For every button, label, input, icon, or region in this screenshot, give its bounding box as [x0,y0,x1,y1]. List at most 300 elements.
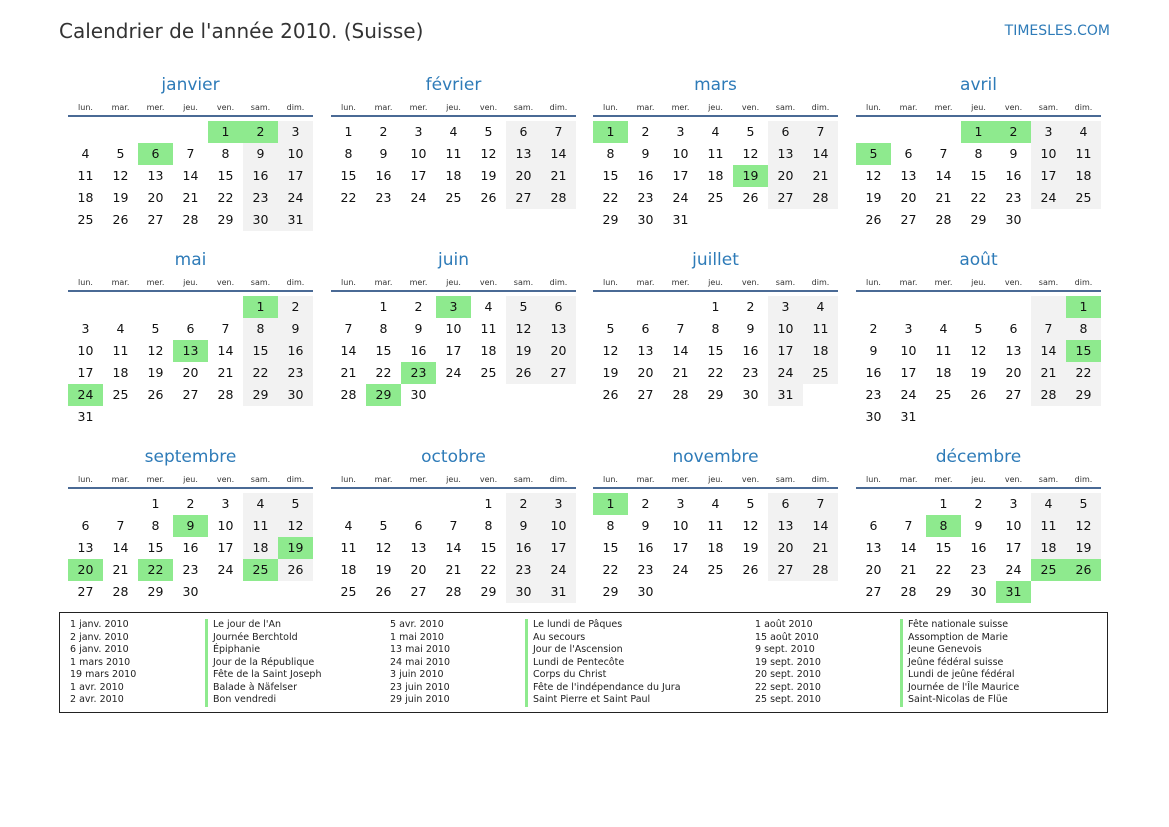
day-cell: 9 [243,143,278,165]
day-cell: 6 [641,321,650,336]
day-cell: 14 [112,540,129,555]
day-cell: 14 [541,143,576,165]
day-cell: 12 [506,318,541,340]
day-cell: 23 [506,559,541,581]
day-cell: 23 [182,562,199,577]
day-cell: 19 [865,190,882,205]
day-cell: 9 [379,146,388,161]
day-cell-holiday: 1 [208,121,243,143]
legend-date: 1 mai 2010 [390,631,444,643]
day-cell: 21 [803,537,838,559]
day-cell: 22 [217,190,234,205]
day-cell: 5 [116,146,125,161]
day-cell: 7 [904,518,913,533]
day-cell: 5 [746,496,755,511]
day-grid [856,121,1101,231]
day-cell-empty [856,493,891,515]
weekday-label: ven. [216,278,235,287]
day-cell: 9 [746,321,755,336]
day-cell: 14 [340,343,357,358]
day-cell: 30 [637,212,654,227]
day-cell: 4 [344,518,353,533]
weekday-label: sam. [1038,103,1059,112]
day-cell: 31 [900,409,917,424]
weekday-label: sam. [513,278,534,287]
day-cell: 17 [1005,540,1022,555]
weekday-label: mer. [671,475,690,484]
day-cell: 4 [1066,121,1101,143]
day-cell-empty [803,384,838,406]
weekday-label: ven. [1004,103,1023,112]
day-cell: 8 [606,518,615,533]
legend-names-col-3 [900,619,1019,707]
day-cell-empty [926,121,961,143]
day-cell: 20 [147,190,164,205]
day-cell: 10 [278,143,313,165]
day-cell: 3 [221,496,230,511]
month-block [68,248,313,428]
day-cell: 2 [379,124,388,139]
weekday-header [68,469,313,489]
weekday-label: dim. [549,475,568,484]
day-cell: 4 [803,296,838,318]
day-cell-empty [1031,296,1066,318]
day-cell: 5 [379,518,388,533]
day-cell: 11 [112,343,129,358]
day-cell: 26 [278,559,313,581]
weekday-label: ven. [741,103,760,112]
weekday-label: mer. [934,278,953,287]
legend-date: 23 juin 2010 [390,681,450,693]
legend-date: 2 avr. 2010 [70,694,124,705]
day-cell: 8 [484,518,493,533]
day-cell: 21 [445,562,462,577]
weekday-label: mar. [374,475,393,484]
day-cell: 7 [449,518,458,533]
weekday-label: jeu. [708,278,723,287]
weekday-label: ven. [1004,278,1023,287]
day-cell: 16 [1005,168,1022,183]
month-block [593,73,838,231]
day-cell: 5 [278,493,313,515]
day-cell-empty [1031,581,1066,603]
day-cell-empty [698,209,733,231]
legend-holiday-name: Le jour de l'An [205,619,321,632]
day-cell: 24 [672,190,689,205]
day-cell: 8 [1066,318,1101,340]
day-cell-empty [926,406,961,428]
legend-names-col-2 [525,619,681,707]
day-cell: 22 [243,362,278,384]
day-cell-holiday: 2 [996,121,1031,143]
day-cell: 20 [182,365,199,380]
day-cell-empty [961,406,996,428]
weekday-label: ven. [216,475,235,484]
month-block [68,73,313,231]
day-cell: 17 [410,168,427,183]
day-cell: 10 [445,321,462,336]
day-cell-holiday: 9 [173,515,208,537]
day-cell: 13 [768,143,803,165]
day-cell: 4 [711,496,720,511]
day-cell: 6 [186,321,195,336]
day-cell: 11 [1031,515,1066,537]
day-cell: 2 [869,321,878,336]
day-cell: 22 [970,190,987,205]
day-cell: 30 [410,387,427,402]
day-grid [68,296,313,428]
day-cell: 19 [480,168,497,183]
month-block [856,73,1101,231]
day-cell: 23 [243,187,278,209]
day-cell: 20 [541,340,576,362]
day-cell: 28 [112,584,129,599]
day-cell: 15 [602,540,619,555]
day-cell-empty [173,121,208,143]
day-cell: 12 [112,168,129,183]
day-cell: 9 [974,518,983,533]
day-cell: 6 [81,518,90,533]
weekday-label: lun. [78,103,93,112]
day-cell: 21 [1031,362,1066,384]
weekday-header [68,272,313,292]
day-cell: 13 [637,343,654,358]
weekday-label: mar. [374,278,393,287]
day-cell: 6 [1009,321,1018,336]
weekday-label: dim. [286,475,305,484]
day-cell: 2 [278,296,313,318]
day-cell: 6 [506,121,541,143]
day-cell-empty [856,121,891,143]
day-grid [856,493,1101,603]
day-cell: 4 [1031,493,1066,515]
day-cell-empty [68,493,103,515]
day-cell: 14 [803,143,838,165]
day-cell: 19 [602,365,619,380]
day-cell: 24 [410,190,427,205]
day-cell: 23 [970,562,987,577]
weekday-label: mer. [146,475,165,484]
weekday-label: dim. [1074,475,1093,484]
day-cell-empty [506,384,541,406]
weekday-header [856,469,1101,489]
weekday-label: mer. [671,278,690,287]
month-name: mars [694,75,737,95]
day-cell: 2 [186,496,195,511]
day-cell: 21 [217,365,234,380]
day-cell: 14 [1031,340,1066,362]
day-cell-holiday: 1 [593,121,628,143]
weekday-header [593,97,838,117]
day-cell-empty [208,406,243,428]
day-cell-empty [961,296,996,318]
day-cell: 8 [974,146,983,161]
weekday-label: sam. [513,103,534,112]
day-cell-empty [541,384,576,406]
weekday-label: mar. [636,103,655,112]
day-cell: 3 [414,124,423,139]
day-cell: 22 [340,190,357,205]
day-cell: 22 [375,365,392,380]
day-cell: 7 [803,493,838,515]
legend-date: 13 mai 2010 [390,644,451,655]
legend-holiday-name: Jour de la République [205,657,321,670]
day-cell: 16 [278,340,313,362]
day-cell: 20 [768,537,803,559]
weekday-label: jeu. [183,278,198,287]
weekday-label: sam. [775,475,796,484]
day-cell: 27 [410,584,427,599]
day-cell-empty [243,581,278,603]
day-cell: 21 [900,562,917,577]
month-block [593,248,838,406]
day-cell-empty [1031,406,1066,428]
weekday-header [856,97,1101,117]
month-block [593,445,838,603]
day-cell: 27 [506,187,541,209]
weekday-label: dim. [286,103,305,112]
weekday-label: dim. [549,278,568,287]
weekday-label: lun. [341,103,356,112]
day-cell: 15 [707,343,724,358]
day-cell: 10 [1005,518,1022,533]
day-cell-empty [768,209,803,231]
legend-date: 1 août 2010 [755,619,813,630]
weekday-label: sam. [250,103,271,112]
weekday-label: mer. [146,103,165,112]
day-cell: 17 [1031,165,1066,187]
legend-holiday-name: Balade à Näfelser [205,682,321,695]
day-cell: 13 [900,168,917,183]
day-cell: 23 [742,365,759,380]
day-cell: 28 [182,212,199,227]
day-cell: 30 [1005,212,1022,227]
month-name: novembre [672,447,759,467]
day-cell: 15 [602,168,619,183]
legend-date: 3 juin 2010 [390,669,444,680]
day-cell: 14 [935,168,952,183]
day-cell: 14 [182,168,199,183]
day-cell-empty [138,121,173,143]
day-cell: 9 [869,343,878,358]
day-cell: 18 [707,168,724,183]
day-cell: 17 [445,343,462,358]
day-cell: 13 [768,515,803,537]
brand-link[interactable]: TIMESLES.COM [1004,23,1110,39]
day-cell: 30 [637,584,654,599]
weekday-label: mar. [636,475,655,484]
month-name: juillet [692,250,739,270]
day-cell: 12 [278,515,313,537]
day-cell: 23 [1005,190,1022,205]
day-cell: 27 [77,584,94,599]
day-cell: 21 [182,190,199,205]
day-cell-empty [1031,209,1066,231]
day-cell-holiday: 25 [243,559,278,581]
weekday-label: mer. [409,103,428,112]
day-cell: 24 [900,387,917,402]
day-cell: 25 [1066,187,1101,209]
day-cell: 13 [865,540,882,555]
day-cell: 30 [182,584,199,599]
day-cell: 4 [449,124,458,139]
day-cell: 25 [707,562,724,577]
day-cell: 16 [865,365,882,380]
day-cell: 20 [1005,365,1022,380]
weekday-label: mar. [111,103,130,112]
day-cell: 23 [278,362,313,384]
weekday-header [68,97,313,117]
day-cell-empty [628,296,663,318]
legend-date: 2 janv. 2010 [70,631,129,643]
day-cell: 9 [414,321,423,336]
day-cell: 23 [865,387,882,402]
weekday-label: ven. [1004,475,1023,484]
day-cell: 28 [935,212,952,227]
day-cell-empty [663,581,698,603]
weekday-label: jeu. [708,475,723,484]
day-cell: 17 [672,540,689,555]
legend-names-col-1 [205,619,321,707]
day-cell-holiday: 29 [366,384,401,406]
day-cell: 27 [900,212,917,227]
legend-date: 22 sept. 2010 [755,681,821,693]
day-cell: 7 [541,121,576,143]
day-cell: 28 [340,387,357,402]
day-cell: 29 [602,212,619,227]
day-cell-empty [103,493,138,515]
day-cell: 24 [672,562,689,577]
day-cell-empty [891,121,926,143]
day-grid [593,296,838,406]
month-name: août [959,250,998,270]
day-cell: 6 [904,146,913,161]
day-cell: 26 [865,212,882,227]
day-cell: 18 [935,365,952,380]
day-cell: 31 [768,384,803,406]
day-cell: 1 [711,299,720,314]
weekday-label: sam. [1038,475,1059,484]
day-cell-empty [138,296,173,318]
day-cell-empty [208,581,243,603]
day-cell: 16 [506,537,541,559]
day-cell: 25 [480,365,497,380]
weekday-header [331,97,576,117]
day-cell: 26 [970,387,987,402]
day-cell: 2 [506,493,541,515]
day-cell: 8 [379,321,388,336]
day-cell: 7 [116,518,125,533]
day-cell: 25 [340,584,357,599]
month-block [856,445,1101,603]
legend-holiday-name: Jeûne fédéral suisse [900,657,1019,670]
day-cell: 13 [147,168,164,183]
day-cell: 27 [1005,387,1022,402]
day-cell-empty [996,406,1031,428]
day-cell: 3 [541,493,576,515]
day-cell-empty [593,296,628,318]
day-cell-empty [768,581,803,603]
legend-date: 24 mai 2010 [390,656,451,668]
day-cell-empty [366,493,401,515]
day-cell-empty [68,296,103,318]
legend-dates-col-2 [390,619,450,707]
day-cell: 4 [484,299,493,314]
day-cell: 3 [278,121,313,143]
month-name: octobre [421,447,486,467]
day-cell: 15 [340,168,357,183]
day-cell: 23 [637,190,654,205]
day-cell: 18 [1066,165,1101,187]
day-cell: 10 [672,146,689,161]
day-grid [331,493,576,603]
day-cell: 8 [243,318,278,340]
weekday-label: mer. [409,278,428,287]
day-cell: 15 [147,540,164,555]
weekday-label: jeu. [971,278,986,287]
weekday-label: lun. [78,278,93,287]
day-cell: 20 [768,165,803,187]
day-cell: 12 [970,343,987,358]
day-cell: 18 [340,562,357,577]
weekday-label: lun. [78,475,93,484]
day-cell: 14 [445,540,462,555]
day-cell: 2 [974,496,983,511]
weekday-label: sam. [250,475,271,484]
month-name: mai [174,250,207,270]
day-cell: 7 [186,146,195,161]
day-cell: 20 [506,165,541,187]
day-cell: 13 [77,540,94,555]
day-cell: 22 [480,562,497,577]
legend-holiday-name: Journée Berchtold [205,632,321,645]
day-cell: 24 [768,362,803,384]
weekday-label: sam. [250,278,271,287]
day-cell: 12 [375,540,392,555]
day-cell-empty [698,581,733,603]
month-block [856,248,1101,428]
day-cell: 29 [217,212,234,227]
day-cell: 6 [768,121,803,143]
day-cell: 14 [900,540,917,555]
day-cell: 16 [637,168,654,183]
day-cell: 25 [77,212,94,227]
day-cell-holiday: 25 [1031,559,1066,581]
day-cell-empty [891,493,926,515]
day-cell-empty [173,296,208,318]
day-cell: 14 [803,515,838,537]
day-cell-empty [1066,581,1101,603]
day-cell: 28 [672,387,689,402]
legend-holiday-name: Épiphanie [205,644,321,657]
day-cell: 11 [803,318,838,340]
weekday-label: jeu. [446,475,461,484]
day-cell: 7 [676,321,685,336]
day-cell: 24 [217,562,234,577]
day-cell: 13 [506,143,541,165]
day-cell-empty [138,406,173,428]
legend-dates-col-3 [755,619,821,707]
day-cell: 29 [243,384,278,406]
day-cell-holiday: 1 [593,493,628,515]
weekday-label: mar. [899,103,918,112]
weekday-label: lun. [341,475,356,484]
weekday-label: jeu. [183,475,198,484]
weekday-label: lun. [603,103,618,112]
day-cell-empty [856,296,891,318]
day-cell: 21 [672,365,689,380]
day-cell: 3 [676,496,685,511]
